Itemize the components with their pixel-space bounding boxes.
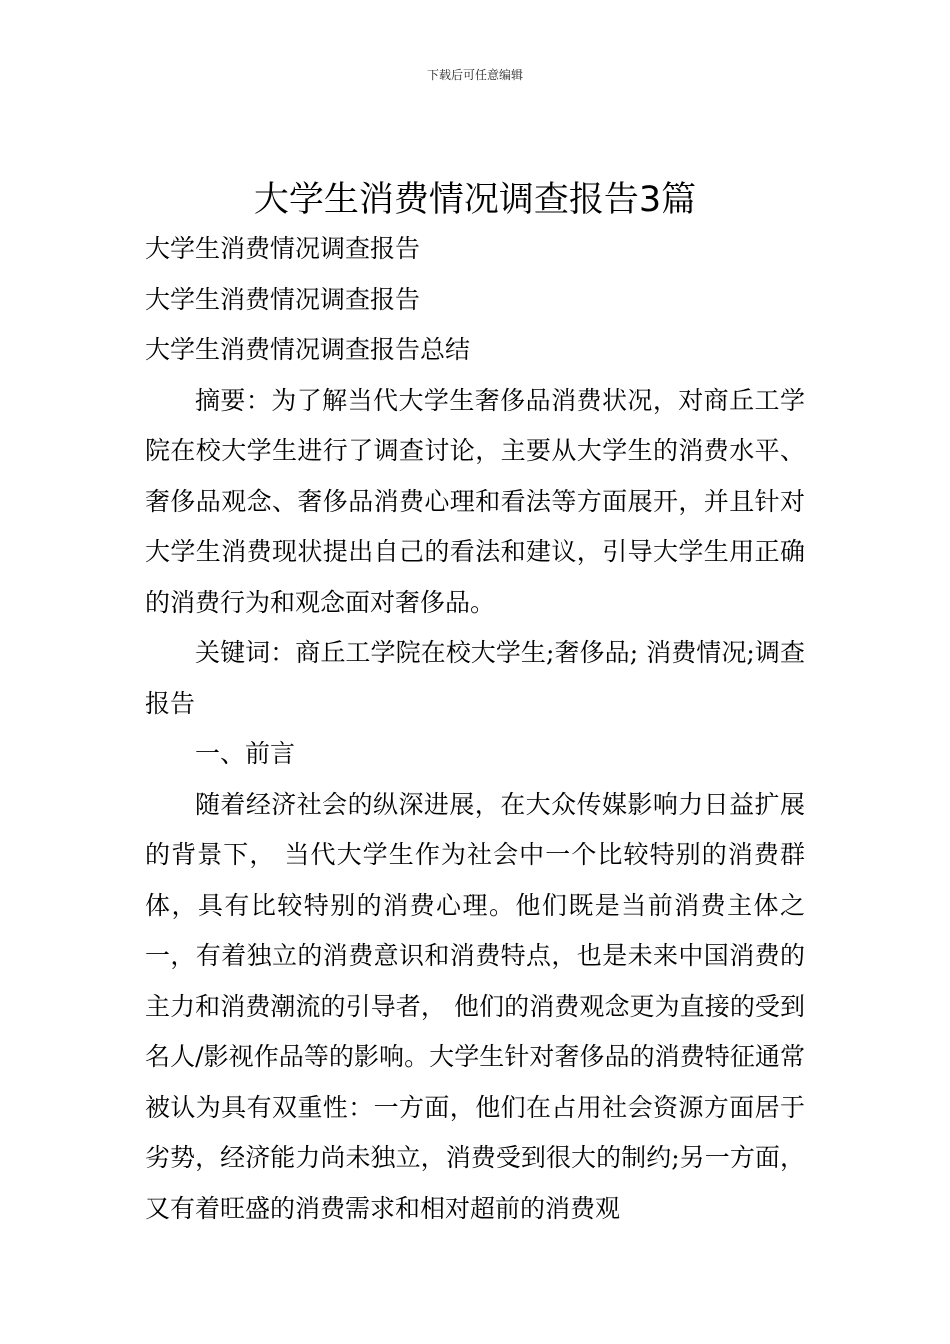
body-paragraph: 随着经济社会的纵深进展，在大众传媒影响力日益扩展的背景下， 当代大学生作为社会中一个比较特别的消费群体，具有比较特别的消费心理。他们既是当前消费主体之一，有着独立的消费意识和消费特点，也是未来中国消费的主力和消费潮流的引导者， 他们的消费观念更为直接的受到名人/影视作品等的影响。大学生针对奢侈品的消费特征通常被认为具有双重性：一方面，他们在占用社会资源方面居于劣势，经济能力尚未独立，消费受到很大的制约;另一方面，又有着旺盛的消费需求和相对超前的消费观 [145, 789, 805, 1223]
toc-item: 大学生消费情况调查报告 [145, 284, 421, 314]
toc-item: 大学生消费情况调查报告 [145, 234, 421, 263]
abstract-paragraph: 摘要：为了解当代大学生奢侈品消费状况，对商丘工学院在校大学生进行了调查讨论，主要从大学生的消费水平、奢侈品观念、奢侈品消费心理和看法等方面展开，并且针对大学生消费现状提出自己的看法和建议，引导大学生用正确的消费行为和观念面对奢侈品。 [145, 385, 805, 617]
document-title: 大学生消费情况调查报告3篇 [253, 180, 697, 220]
section-heading: 一、前言 [195, 739, 296, 768]
toc-item: 大学生消费情况调查报告总结 [145, 335, 471, 364]
keywords-paragraph: 关键词：商丘工学院在校大学生;奢侈品; 消费情况;调查报告 [145, 638, 805, 718]
document-body [145, 224, 805, 1234]
header-note: 下载后可任意编辑 [426, 68, 523, 82]
